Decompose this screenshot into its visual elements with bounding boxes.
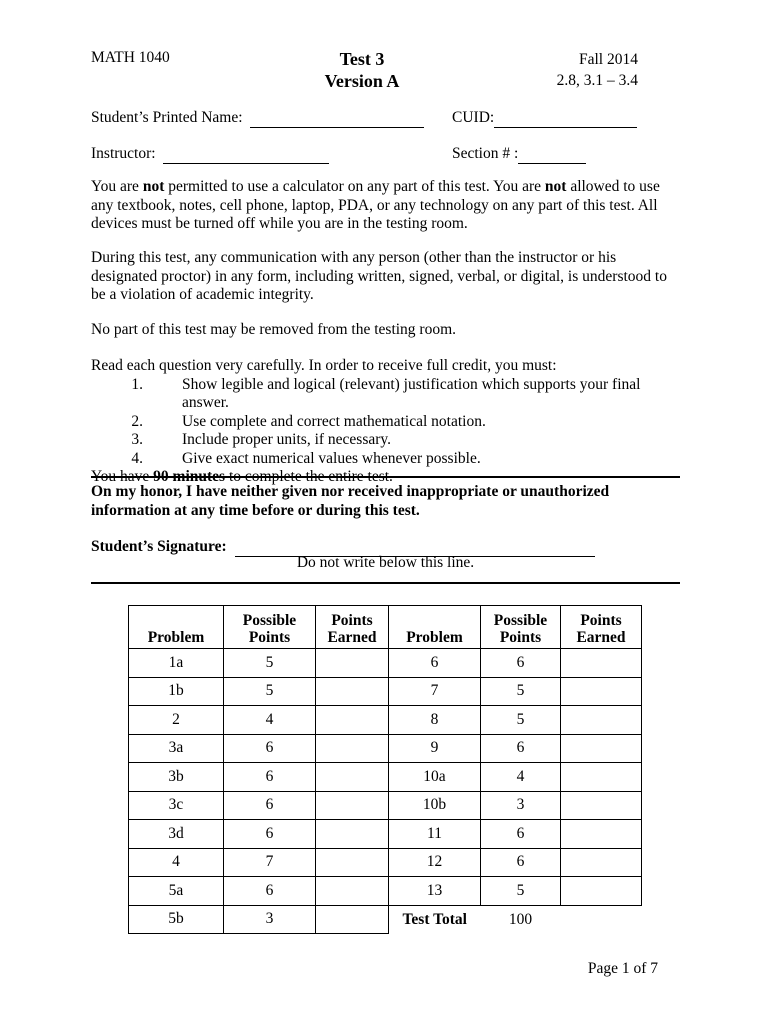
points-earned-cell[interactable] (316, 848, 389, 877)
instructor-blank[interactable] (163, 144, 329, 164)
instructions-block (91, 357, 683, 487)
header-earned-line2: Earned (576, 629, 626, 646)
possible-points: 6 (481, 734, 561, 763)
signature-label: Student’s Signature: (91, 538, 227, 555)
possible-points: 6 (224, 820, 316, 849)
possible-points: 6 (481, 848, 561, 877)
instruction-item (91, 450, 683, 469)
problem-id: 3b (129, 763, 224, 792)
table-row-last (129, 905, 642, 934)
points-earned-cell[interactable] (561, 763, 642, 792)
problem-id: 8 (389, 706, 481, 735)
problem-id: 5b (129, 905, 224, 934)
instructions-intro: Read each question very carefully. In order to receive full credit, you must: (91, 357, 557, 374)
points-earned-cell[interactable] (316, 905, 389, 934)
removal-paragraph: No part of this test may be removed from the testing room. (91, 321, 457, 338)
possible-points: 6 (224, 791, 316, 820)
possible-points: 5 (481, 877, 561, 906)
course-name: MATH 1040 (91, 49, 170, 66)
table-row (129, 649, 642, 678)
problem-id: 2 (129, 706, 224, 735)
honor-statement: On my honor, I have neither given nor received inappropriate or unauthorized information at any time before or during this test. (91, 483, 610, 519)
problem-id: 13 (389, 877, 481, 906)
problem-id: 10b (389, 791, 481, 820)
points-earned-cell[interactable] (561, 791, 642, 820)
rules-text-e: allowed to use any textbook, notes, cell phone, laptop, PDA, or any technology on any part of this test. All devices must be turned off while you are in the testing room. (91, 178, 660, 232)
problem-id: 12 (389, 848, 481, 877)
test-total-possible: 100 (508, 910, 533, 928)
header-earned-line2: Earned (327, 629, 377, 646)
rules-text-a: You are (91, 178, 143, 195)
section-blank[interactable] (518, 144, 586, 164)
table-row (129, 763, 642, 792)
cuid-field[interactable] (452, 108, 637, 128)
table-row (129, 877, 642, 906)
possible-points: 6 (224, 734, 316, 763)
section-field[interactable] (452, 144, 586, 164)
instruction-text: Include proper units, if necessary. (182, 431, 392, 448)
table-row (129, 848, 642, 877)
problem-id: 3a (129, 734, 224, 763)
rules-not-2: not (544, 178, 567, 195)
table-row (129, 734, 642, 763)
page-number: Page 1 of 7 (587, 960, 658, 977)
name-label: Student’s Printed Name: (91, 109, 243, 126)
points-earned-cell[interactable] (561, 649, 642, 678)
integrity-paragraph: During this test, any communication with any person (other than the instructor or his designated proctor) in any form, including written, signed, verbal, or digital, is understood to be a violation of academic integrity. (91, 249, 667, 303)
rules-paragraph (91, 178, 683, 234)
cuid-label: CUID: (452, 109, 495, 126)
instruction-text: Use complete and correct mathematical notation. (182, 412, 486, 430)
instruction-item (91, 376, 683, 413)
header-points-earned (316, 606, 389, 649)
instructor-label: Instructor: (91, 145, 156, 162)
points-earned-cell[interactable] (561, 734, 642, 763)
possible-points: 4 (481, 763, 561, 792)
instruction-number: 2. (131, 412, 143, 430)
possible-points: 3 (481, 791, 561, 820)
test-total-earned (561, 905, 642, 934)
points-earned-cell[interactable] (316, 820, 389, 849)
problem-id: 7 (389, 677, 481, 706)
instruction-number: 4. (131, 449, 143, 467)
table-row (129, 706, 642, 735)
instructor-field[interactable] (91, 144, 329, 164)
table-row (129, 820, 642, 849)
name-blank[interactable] (250, 108, 424, 128)
header-possible-points (224, 606, 316, 649)
points-earned-cell[interactable] (561, 706, 642, 735)
test-number: Test 3 (339, 49, 385, 69)
instruction-number: 3. (131, 431, 143, 448)
problem-id: 1b (129, 677, 224, 706)
instruction-text: Show legible and logical (relevant) justification which supports your final answer. (182, 375, 641, 411)
test-total-label: Test Total (402, 910, 467, 928)
possible-points: 6 (224, 763, 316, 792)
problem-id: 10a (389, 763, 481, 792)
points-earned-cell[interactable] (561, 877, 642, 906)
points-earned-cell[interactable] (561, 677, 642, 706)
possible-points: 5 (481, 677, 561, 706)
sections-covered: 2.8, 3.1 – 3.4 (556, 72, 638, 89)
name-field[interactable] (91, 108, 424, 128)
section-label: Section # : (452, 145, 519, 162)
test-version: Version A (324, 71, 400, 91)
header-points-earned (561, 606, 642, 649)
problem-id: 3c (129, 791, 224, 820)
header-problem: Problem (389, 606, 481, 649)
table-row (129, 677, 642, 706)
grade-table (128, 605, 642, 934)
table-header-row (129, 606, 642, 649)
test-title (300, 48, 424, 92)
possible-points: 6 (481, 649, 561, 678)
rules-text-c: permitted to use a calculator on any part of this test. You are (164, 178, 545, 195)
possible-points: 7 (224, 848, 316, 877)
possible-points: 6 (224, 877, 316, 906)
header-possible-points (481, 606, 561, 649)
problem-id: 9 (389, 734, 481, 763)
problem-id: 4 (129, 848, 224, 877)
problem-id: 5a (129, 877, 224, 906)
problem-id: 1a (129, 649, 224, 678)
problem-id: 6 (389, 649, 481, 678)
possible-points: 4 (224, 706, 316, 735)
header-possible-line2: Points (248, 629, 291, 646)
points-earned-cell[interactable] (561, 820, 642, 849)
points-earned-cell[interactable] (561, 848, 642, 877)
divider-top (91, 476, 680, 478)
rules-not-1: not (142, 178, 165, 195)
possible-points: 5 (224, 677, 316, 706)
points-earned-cell[interactable] (316, 649, 389, 678)
time-text-c: to complete the entire test. (225, 468, 393, 485)
points-earned-cell[interactable] (316, 706, 389, 735)
points-earned-cell[interactable] (316, 763, 389, 792)
possible-points: 6 (481, 820, 561, 849)
header-earned-line1: Points (580, 612, 622, 629)
time-minutes: 90 minutes (153, 468, 226, 485)
header-possible-line2: Points (499, 629, 542, 646)
instruction-item (91, 431, 683, 450)
header-possible-line1: Possible (242, 612, 297, 629)
header-possible-line1: Possible (493, 612, 548, 629)
term: Fall 2014 (579, 51, 638, 68)
points-earned-cell[interactable] (316, 677, 389, 706)
table-row (129, 791, 642, 820)
instruction-number: 1. (131, 375, 143, 393)
problem-id: 11 (389, 820, 481, 849)
points-earned-cell[interactable] (316, 791, 389, 820)
term-info (557, 49, 638, 91)
instruction-text: Give exact numerical values whenever possible. (182, 449, 481, 467)
cuid-blank[interactable] (494, 108, 637, 128)
points-earned-cell[interactable] (316, 877, 389, 906)
header-earned-line1: Points (331, 612, 373, 629)
instruction-item (91, 413, 683, 432)
possible-points: 5 (481, 706, 561, 735)
points-earned-cell[interactable] (316, 734, 389, 763)
divider-bottom (91, 582, 680, 584)
possible-points: 3 (224, 905, 316, 934)
possible-points: 5 (224, 649, 316, 678)
problem-id: 3d (129, 820, 224, 849)
header-problem: Problem (129, 606, 224, 649)
do-not-write-note: Do not write below this line. (296, 554, 475, 571)
time-text-a: You have (91, 468, 154, 485)
